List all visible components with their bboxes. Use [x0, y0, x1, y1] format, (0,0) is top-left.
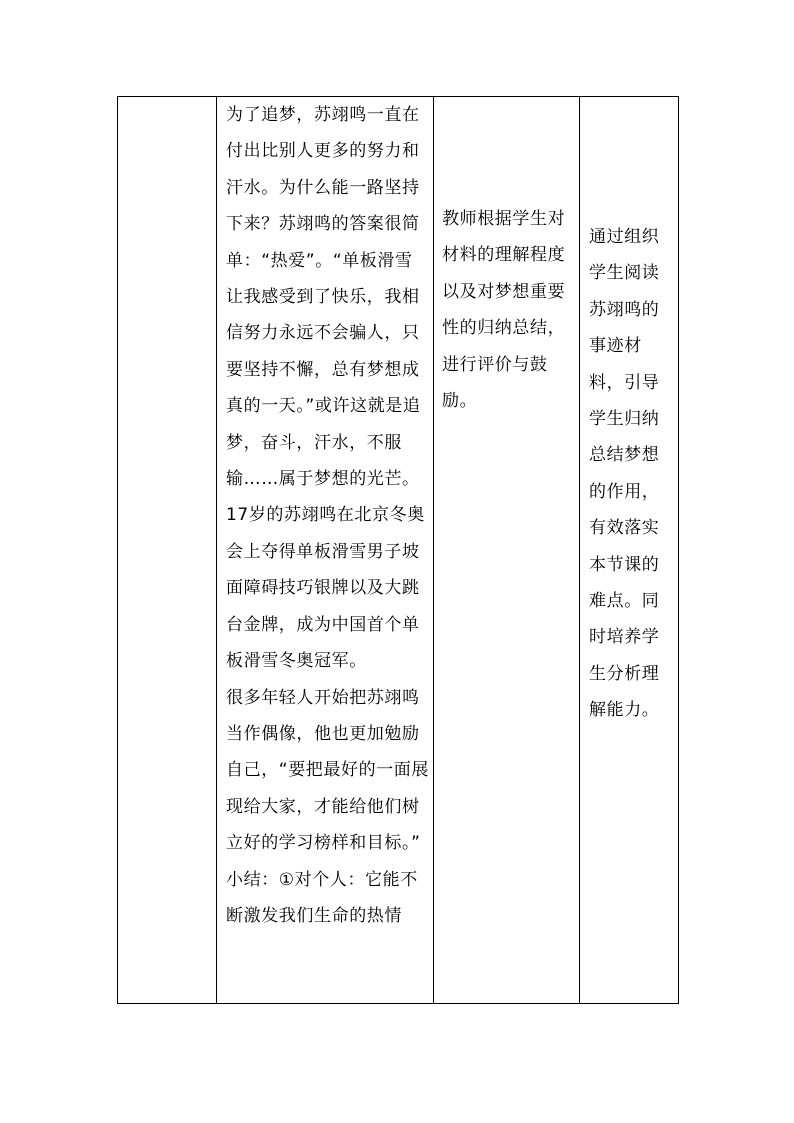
design-purpose-text: 通过组织学生阅读苏翊鸣的事迹材料，引导学生归纳总结梦想的作用，有效落实本节课的难点。同时培养学生分析理解能力。 [589, 227, 660, 721]
stage-cell [118, 97, 217, 1004]
content-paragraph: 为了追梦，苏翊鸣一直在付出比别人更多的努力和汗水。为什么能一路坚持下来？苏翊鸣的答案很简单：“热爱”。“单板滑雪让我感受到了快乐，我相信努力永远不会骗人，只要坚持不懈，总有梦想成真的一天。”或许这就是追梦，奋斗，汗水，不服输……属于梦想的光芒。17岁的苏翊鸣在北京冬奥会上夺得单板滑雪男子坡面障碍技巧银牌以及大跳台金牌，成为中国首个单板滑雪冬奥冠军。 [226, 105, 425, 672]
content-cell [217, 97, 434, 1004]
teacher-activity-text: 教师根据学生对材料的理解程度以及对梦想重要性的归纳总结，进行评价与鼓励。 [442, 209, 566, 412]
lesson-plan-table [117, 96, 679, 1004]
summary-paragraph: 小结：①对个人：它能不断激发我们生命的热情 [226, 869, 418, 926]
teacher-activity-cell [434, 97, 580, 1004]
content-paragraph: 很多年轻人开始把苏翊鸣当作偶像，他也更加勉励自己，“要把最好的一面展现给大家，才能给他们树立好的学习榜样和目标。” [226, 687, 430, 854]
table-row [118, 97, 679, 1004]
design-purpose-cell [580, 97, 679, 1004]
